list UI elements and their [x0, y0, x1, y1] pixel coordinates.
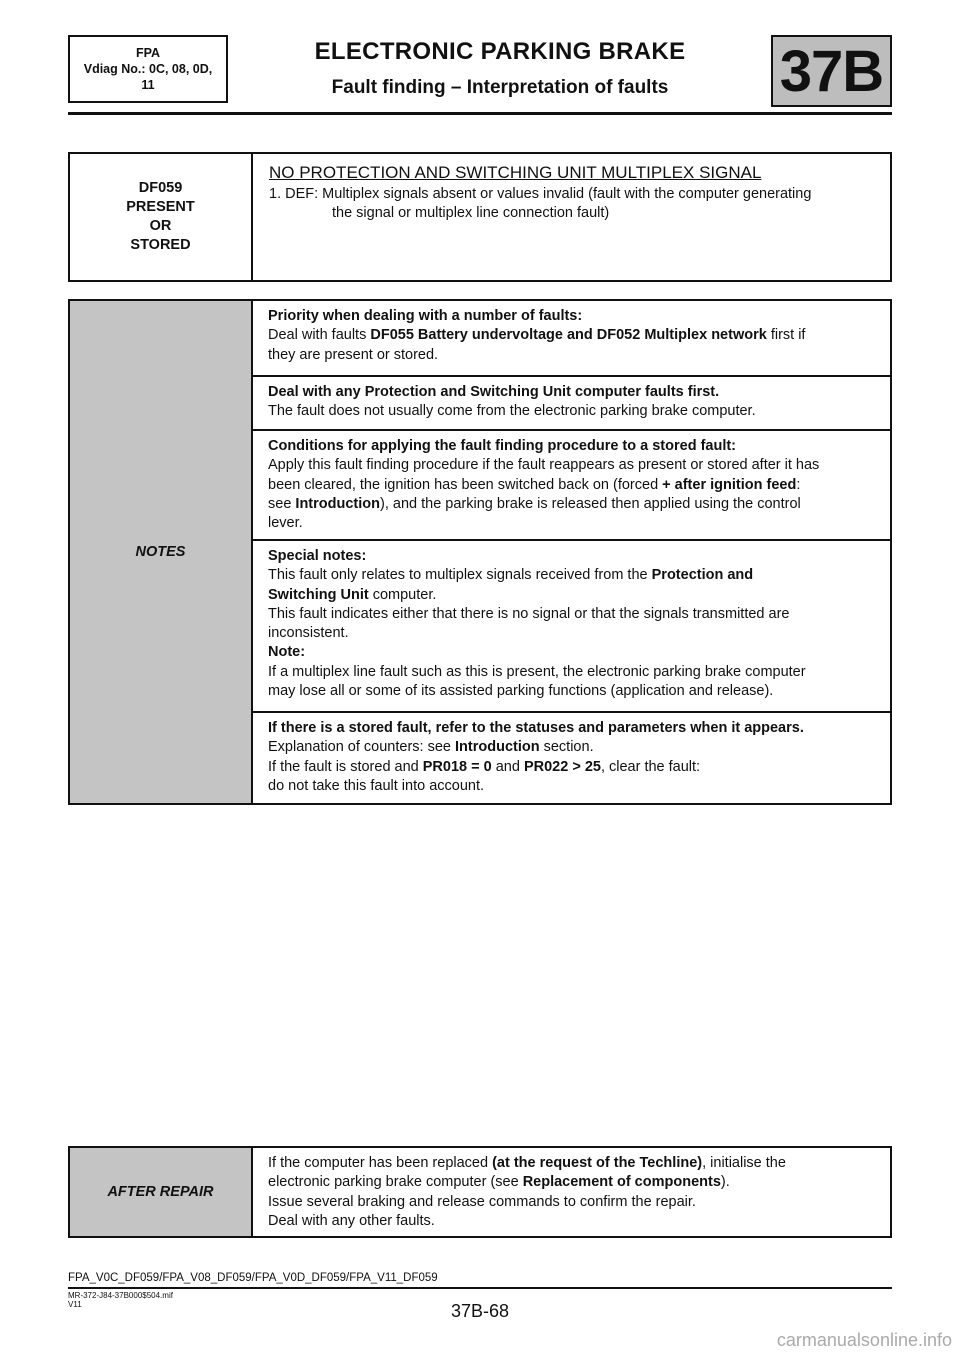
- note-text: This fault indicates either that there is no signal or that the signals transmitted are: [268, 605, 790, 622]
- after-repair-content: [253, 1148, 890, 1236]
- vdiag-line-3: 11: [141, 78, 155, 92]
- fault-state-present: PRESENT: [126, 199, 195, 215]
- after-repair-table: [68, 1146, 892, 1238]
- watermark: carmanualsonline.info: [776, 1330, 952, 1350]
- fault-state-stored: STORED: [130, 237, 191, 253]
- note-bold: (at the request of the Techline): [492, 1155, 703, 1171]
- note-text: been cleared, the ignition has been switched back on (forced: [268, 476, 663, 493]
- note-text: Deal with faults: [268, 327, 371, 344]
- note-bold: Replacement of components: [522, 1174, 721, 1191]
- note-text: This fault only relates to multiplex signals received from the: [268, 567, 652, 584]
- fault-def-line-1: 1. DEF: Multiplex signals absent or values invalid (fault with the computer generating: [269, 186, 812, 202]
- page-subtitle: Fault finding – Interpretation of faults: [331, 77, 669, 98]
- footer-reference: FPA_V0C_DF059/FPA_V08_DF059/FPA_V0D_DF059/FPA_V11_DF059: [68, 1272, 438, 1284]
- note-text: ).: [720, 1174, 730, 1191]
- note-heading: Special notes:: [268, 548, 367, 564]
- note-stored-fault-statuses: [253, 713, 890, 802]
- footer-mif: MR-372-J84-37B000$504.mif: [68, 1291, 173, 1300]
- note-bold: PR022 > 25: [523, 758, 601, 775]
- note-text: , initialise the: [702, 1155, 786, 1171]
- note-text: do not take this fault into account.: [268, 777, 485, 794]
- note-text: If the fault is stored and: [268, 758, 423, 775]
- note-text: Issue several braking and release commands to confirm the repair.: [268, 1193, 696, 1210]
- note-text: lever.: [268, 515, 303, 532]
- fault-status-cell: [70, 154, 253, 280]
- page-title: ELECTRONIC PARKING BRAKE: [314, 38, 686, 65]
- note-bold: Switching Unit: [268, 586, 369, 603]
- fault-definition: [269, 185, 890, 223]
- note-text: ), and the parking brake is released then applied using the control: [380, 495, 801, 512]
- note-heading: Conditions for applying the fault finding procedure to a stored fault:: [268, 438, 737, 454]
- notes-table: [68, 299, 892, 805]
- notes-label-cell: [70, 301, 253, 803]
- note-text: , clear the fault:: [600, 758, 701, 775]
- note-bold: Introduction: [295, 495, 380, 512]
- after-repair-label: AFTER REPAIR: [107, 1183, 214, 1200]
- fault-code: DF059: [138, 180, 183, 196]
- fault-table: [68, 152, 892, 282]
- note-protection-unit: [253, 377, 890, 431]
- header-divider: [68, 112, 892, 115]
- note-text: inconsistent.: [268, 625, 349, 642]
- footer-divider: [68, 1287, 892, 1289]
- note-text: section.: [539, 739, 594, 756]
- note-text: they are present or stored.: [268, 346, 439, 363]
- vdiag-box: [68, 35, 228, 103]
- fault-def-line-2: the signal or multiplex line connection fault): [332, 205, 610, 221]
- note-text: Explanation of counters: see: [268, 739, 456, 756]
- fault-description-cell: [253, 154, 890, 280]
- note-text: If the computer has been replaced: [268, 1155, 493, 1171]
- note-text: computer.: [368, 586, 437, 603]
- fault-title: NO PROTECTION AND SWITCHING UNIT MULTIPLEX SIGNAL: [269, 163, 762, 182]
- note-bold: DF055 Battery undervoltage and DF052 Multiplex network: [370, 327, 767, 344]
- note-text: :: [796, 476, 801, 493]
- note-text: may lose all or some of its assisted parking functions (application and release).: [268, 683, 774, 700]
- footer-version: V11: [68, 1300, 82, 1309]
- section-code-badge: 37B: [771, 35, 892, 107]
- note-text: and: [491, 758, 524, 775]
- after-repair-text: [253, 1148, 890, 1237]
- notes-label: NOTES: [135, 543, 186, 560]
- note-bold: + after ignition feed: [662, 476, 797, 493]
- note-special: [253, 541, 890, 713]
- note-text: first if: [766, 327, 806, 344]
- note-heading: Priority when dealing with a number of faults:: [268, 308, 583, 324]
- note-stored-fault-conditions: [253, 431, 890, 541]
- note-heading: Deal with any Protection and Switching Unit computer faults first.: [268, 384, 720, 400]
- note-bold: Protection and: [651, 567, 754, 584]
- note-priority: [253, 301, 890, 377]
- note-bold: Introduction: [455, 739, 540, 756]
- note-bold: PR018 = 0: [422, 758, 492, 775]
- vdiag-line-1: FPA: [135, 46, 161, 60]
- note-text: Deal with any other faults.: [268, 1212, 435, 1229]
- notes-content: [253, 301, 890, 803]
- after-repair-label-cell: [70, 1148, 253, 1236]
- note-heading: If there is a stored fault, refer to the statuses and parameters when it appears.: [268, 720, 804, 736]
- note-bold: Note:: [268, 644, 306, 661]
- note-text: If a multiplex line fault such as this is present, the electronic parking brake computer: [268, 663, 806, 680]
- note-text: The fault does not usually come from the electronic parking brake computer.: [268, 403, 756, 420]
- vdiag-line-2: Vdiag No.: 0C, 08, 0D,: [83, 62, 213, 76]
- fault-state-or: OR: [149, 218, 172, 234]
- note-text: Apply this fault finding procedure if the fault reappears as present or stored after it has: [268, 457, 820, 474]
- note-text: electronic parking brake computer (see: [268, 1174, 523, 1191]
- note-text: see: [268, 495, 296, 512]
- page-number: 37B-68: [450, 1301, 510, 1321]
